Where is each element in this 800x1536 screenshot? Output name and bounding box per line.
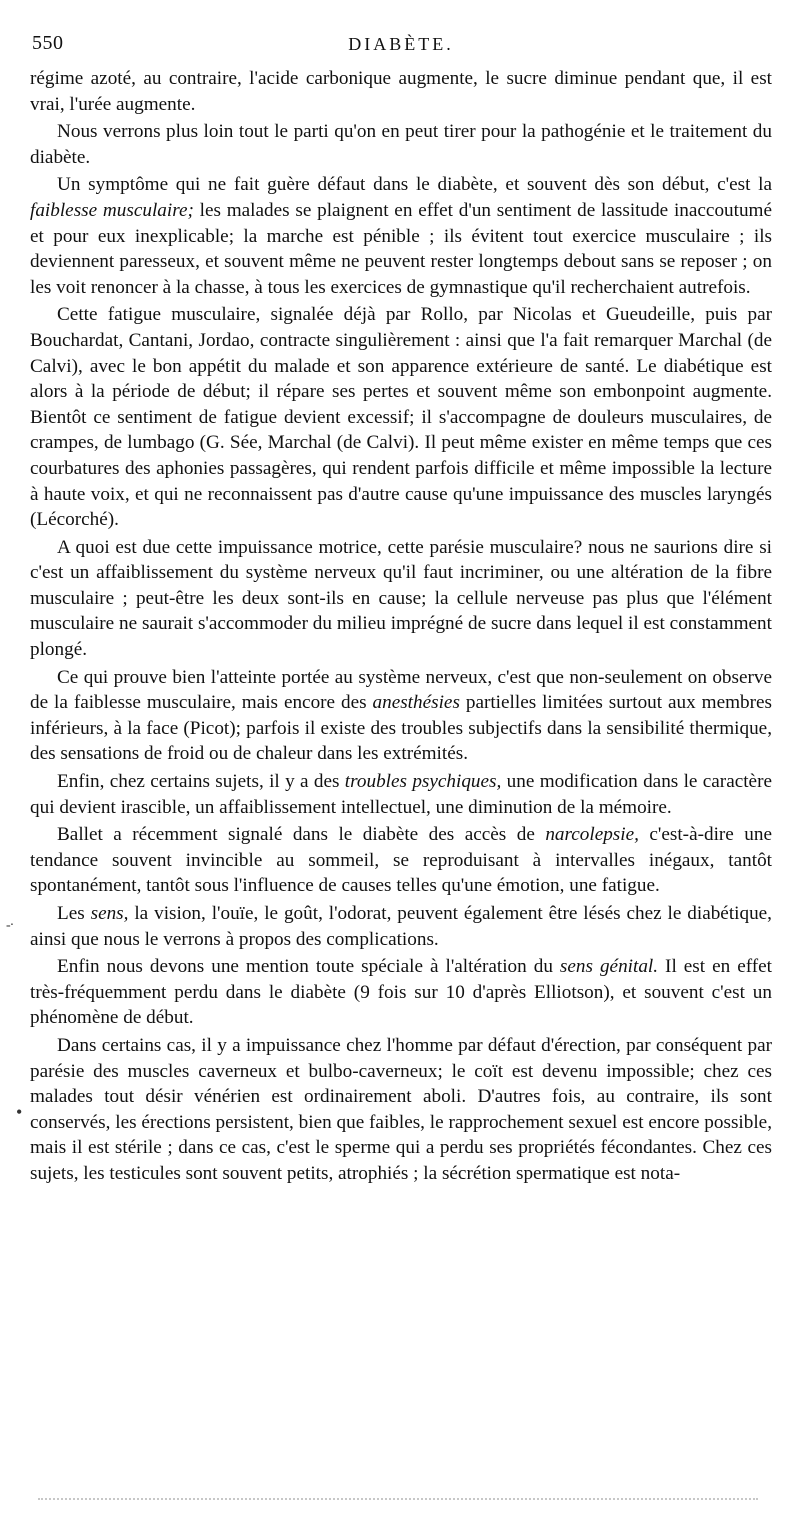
paragraph-text: Il est en effet très-fréquemment perdu dans le diabète (9 fois sur 10 d'après Elliotson), et souvent c'est un phénomène de début. [30,956,772,1029]
body-text [30,66,772,1187]
paragraph-text: Enfin nous devons une mention toute spéciale à l'altération du [57,956,560,978]
margin-dash-mark: -· [6,918,14,933]
document-page [30,0,772,1536]
bottom-edge-trace [38,1498,758,1500]
paragraph [30,665,772,767]
paragraph-text: Ce qui prouve bien l'atteinte portée au système nerveux, c'est que non-seulement on observe de la faiblesse musculaire, mais encore des [30,666,772,714]
paragraph [30,172,772,300]
margin-dot-mark: • [16,1102,23,1122]
paragraph-text: la vision, l'ouïe, le goût, l'odorat, peuvent également être lésés chez le diabétique, ainsi que nous le verrons à propos des complications. [30,903,772,950]
paragraph [30,1033,772,1187]
paragraph [30,66,772,117]
paragraph-text: Dans certains cas, il y a impuissance chez l'homme par défaut d'érection, par conséquent par parésie des muscles caverneux et bulbo-caverneux; le coït est devenu impossible; chez ces malades tout désir vénérien est ordinairement aboli. D'autres fois, au contraire, ils sont conservés, les érections persistent, bien que faibles, le rapprochement sexuel est encore possible, mais il est stérile ; dans ce cas, c'est le sperme qui a perdu ses propriétés fécondantes. Chez ces sujets, les testicules sont souvent petits, atrophiés ; la sécrétion spermatique est nota- [30,1034,772,1184]
paragraph-text: c'est-à-dire une tendance souvent invincible au sommeil, se reproduisant à intervalles inégaux, tantôt spontanément, tantôt sous l'influence de causes telles qu'une émotion, une fatigue. [30,824,772,897]
paragraph-text: Nous verrons plus loin tout le parti qu'on en peut tirer pour la pathogénie et le traitement du diabète. [30,121,772,168]
paragraph-text: Les [57,903,91,924]
italic-term: narcolepsie, [545,824,639,846]
paragraph [30,954,772,1031]
page-number: 550 [32,32,64,54]
paragraph [30,822,772,899]
running-title: DIABÈTE. [348,34,454,54]
paragraph [30,769,772,820]
paragraph-text: régime azoté, au contraire, l'acide carbonique augmente, le sucre diminue pendant que, il est vrai, l'urée augmente. [30,68,772,115]
paragraph-text: Ballet a récemment signalé dans le diabète des accès de [57,824,546,846]
paragraph-text: une modification dans le caractère qui devient irascible, un affaiblissement intellectuel, une diminution de la mémoire. [30,771,772,818]
paragraph-text: A quoi est due cette impuissance motrice, cette parésie musculaire? nous ne saurions dire si c'est un affaiblissement du système nerveux qu'il faut incriminer, ou une altération de la fibre musculaire ; peut-être les deux sont-ils en cause; la cellule nerveuse pas plus que l'élément musculaire ne saurait s'accommoder du milieu imprégné de sucre dans lequel il est constamment plongé. [30,536,772,661]
italic-term: faiblesse musculaire; [30,199,194,221]
paragraph [30,535,772,663]
paragraph-text: Un symptôme qui ne fait guère défaut dans le diabète, et souvent dès son début, c'est la [57,174,772,196]
paragraph-text: les malades se plaignent en effet d'un sentiment de lassitude inaccoutumé et pour eux inexplicable; la marche est pénible ; ils évitent tout exercice musculaire ; ils deviennent paresseux, et souvent même ne peuvent rester longtemps debout sans se reposer ; on les voit renoncer à la chasse, à tous les exercices de gymnastique qu'il recherchaient autrefois. [30,199,772,298]
italic-term: anesthésies [372,692,460,714]
paragraph-text: Cette fatigue musculaire, signalée déjà par Rollo, par Nicolas et Gueudeille, puis par Bouchardat, Cantani, Jordao, contracte singulièrement : ainsi que l'a fait remarquer Marchal (de Calvi), avec le bon appétit du malade et son apparence extérieure de santé. Le diabétique est alors à la période de début; il répare ses pertes et souvent même son embonpoint augmente. Bientôt ce sentiment de fatigue devient excessif; il s'accompagne de douleurs musculaires, de crampes, de lumbago (G. Sée, Marchal (de Calvi). Il peut même exister en même temps que ces courbatures des aphonies passagères, qui rendent parfois difficile et même impossible la lecture à haute voix, et qui ne reconnaissent pas d'autre cause qu'une impuissance des muscles laryngés (Lécorché). [30,304,772,531]
italic-term: troubles psychiques, [344,771,502,793]
italic-term: sens, [90,903,129,924]
italic-term: sens génital. [559,956,659,978]
paragraph-text: partielles limitées surtout aux membres inférieurs, à la face (Picot); parfois il existe des troubles subjectifs dans la sensibilité thermique, des sensations de froid ou de chaleur dans les extrémités. [30,692,772,765]
running-head [30,32,772,62]
paragraph [30,119,772,170]
paragraph [30,901,772,952]
paragraph [30,302,772,532]
paragraph-text: Enfin, chez certains sujets, il y a des [57,771,345,793]
